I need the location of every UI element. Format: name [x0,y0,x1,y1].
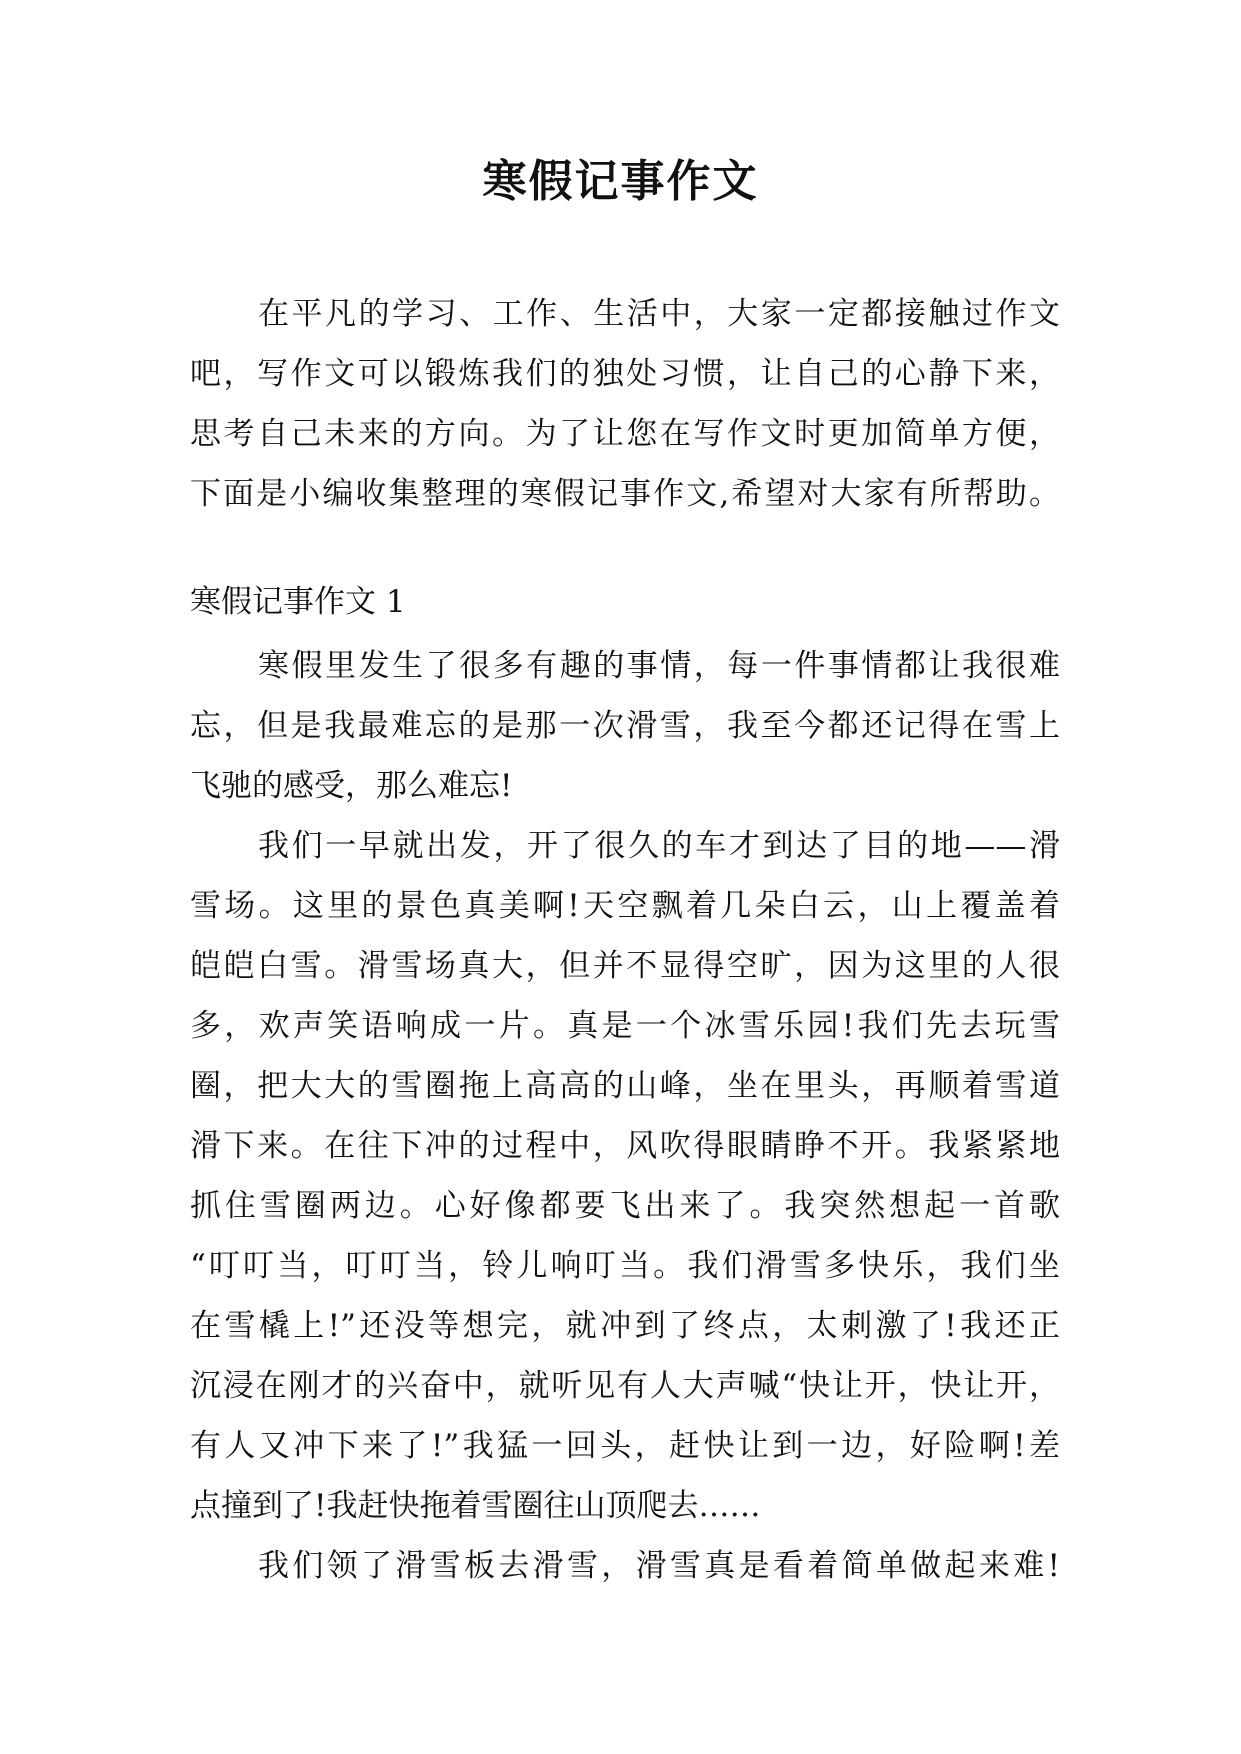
intro-line: 思考自己未来的方向。为了让您在写作文时更加简单方便， [190,416,1060,452]
essay-line: 圈，把大大的雪圈拖上高高的山峰，坐在里头，再顺着雪道 [190,1068,1060,1104]
document-title: 寒假记事作文 [482,156,759,207]
intro-paragraph [190,284,1060,524]
intro-line: 下面是小编收集整理的寒假记事作文,希望对大家有所帮助。 [190,476,1060,512]
essay-line: 多，欢声笑语响成一片。真是一个冰雪乐园!我们先去玩雪 [190,1008,1060,1044]
essay-body [190,636,1060,1596]
intro-line: 在平凡的学习、工作、生活中，大家一定都接触过作文 [258,296,1060,332]
essay-line: 有人又冲下来了!”我猛一回头，赶快让到一边，好险啊!差 [190,1428,1060,1464]
essay-line: 寒假里发生了很多有趣的事情，每一件事情都让我很难 [258,648,1060,684]
essay-line: 飞驰的感受，那么难忘! [190,768,513,804]
essay-line: 忘，但是我最难忘的是那一次滑雪，我至今都还记得在雪上 [190,708,1060,744]
essay-line: 抓住雪圈两边。心好像都要飞出来了。我突然想起一首歌 [190,1188,1060,1224]
essay-line: 我们一早就出发，开了很久的车才到达了目的地——滑 [258,828,1060,864]
essay-line: 皑皑白雪。滑雪场真大，但并不显得空旷，因为这里的人很 [190,948,1060,984]
essay-line: “叮叮当，叮叮当，铃儿响叮当。我们滑雪多快乐，我们坐 [190,1248,1060,1284]
essay-line: 雪场。这里的景色真美啊!天空飘着几朵白云，山上覆盖着 [190,888,1060,924]
essay-line: 在雪橇上!”还没等想完，就冲到了终点，太刺激了!我还正 [190,1308,1060,1344]
essay-line: 沉浸在刚才的兴奋中，就听见有人大声喊“快让开，快让开， [190,1368,1060,1404]
essay-line: 点撞到了!我赶快拖着雪圈往山顶爬去…… [190,1488,761,1524]
section-heading: 寒假记事作文 1 [190,584,406,620]
essay-line: 我们领了滑雪板去滑雪，滑雪真是看着简单做起来难! [258,1548,1060,1584]
intro-line: 吧，写作文可以锻炼我们的独处习惯，让自己的心静下来， [190,356,1060,392]
essay-line: 滑下来。在往下冲的过程中，风吹得眼睛睁不开。我紧紧地 [190,1128,1060,1164]
